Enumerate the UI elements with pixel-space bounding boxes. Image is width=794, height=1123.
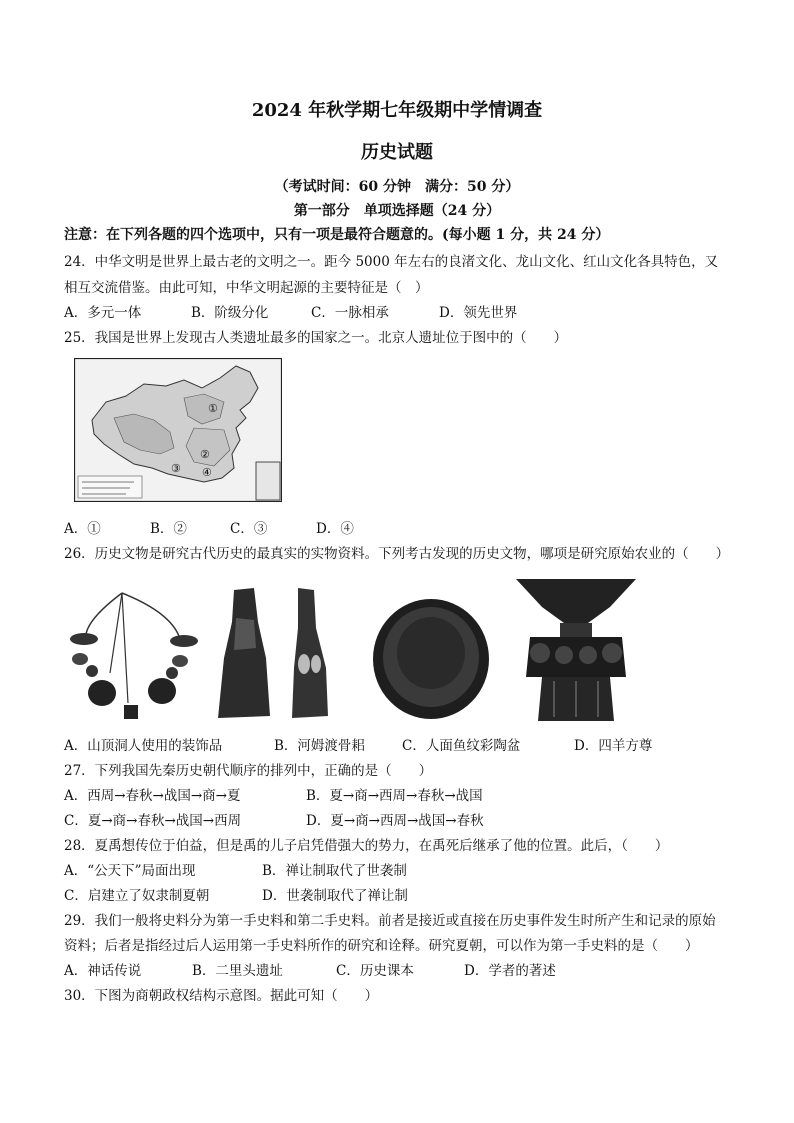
q24-option-a[interactable]: A．多元一体 — [64, 305, 142, 321]
q26-option-c[interactable]: C．人面鱼纹彩陶盆 — [402, 738, 521, 754]
notice: 注意：在下列各题的四个选项中，只有一项是最符合题意的。(每小题 1 分，共 24 分） — [64, 227, 610, 243]
q24-stem-line-2: 相互交流借鉴。由此可知，中华文明起源的主要特征是（ ） — [64, 280, 429, 296]
q27-option-a[interactable]: A．西周→春秋→战国→商→夏 — [64, 788, 241, 804]
q26-option-a[interactable]: A．山顶洞人使用的装饰品 — [64, 738, 223, 754]
bone-spade-image — [214, 588, 332, 722]
q29-stem-line-1: 29．我们一般将史料分为第一手史料和第二手史料。前者是接近或直接在历史事件发生时所产生和记录的原始 — [64, 913, 716, 929]
q27-options-row-1 — [64, 784, 483, 804]
map-marker-3: ③ — [171, 462, 181, 475]
q24-stem-line-1: 24．中华文明是世界上最古老的文明之一。距今 5000 年左右的良渚文化、龙山文化、红山文化各具特色，又 — [64, 254, 719, 270]
q26-options — [64, 734, 652, 754]
q28-option-a[interactable]: A．“公天下”局面出现 — [64, 863, 196, 879]
q27-options-row-2 — [64, 809, 484, 829]
exam-title: 2024 年秋学期七年级期中学情调查 — [251, 100, 543, 121]
map-marker-2: ② — [200, 448, 210, 461]
q28-option-b[interactable]: B．禅让制取代了世袭制 — [262, 863, 407, 879]
q28-stem: 28．夏禹想传位于伯益，但是禹的儿子启凭借强大的势力，在禹死后继承了他的位置。此后，（ ） — [64, 838, 669, 854]
necklace-image — [62, 583, 212, 723]
q24-option-c[interactable]: C．一脉相承 — [311, 305, 389, 321]
q24-option-b[interactable]: B．阶级分化 — [191, 305, 269, 321]
q28-options-row-1 — [64, 859, 407, 879]
q26-stem: 26．历史文物是研究古代历史的最真实的实物资料。下列考古发现的历史文物，哪项是研究原始农业的（ ） — [64, 546, 730, 562]
q27-option-b[interactable]: B．夏→商→西周→春秋→战国 — [306, 788, 483, 804]
q29-stem-line-2: 资料；后者是指经过后人运用第一手史料所作的研究和诠释。研究夏朝，可以作为第一手史料的是（ ） — [64, 938, 699, 954]
q27-option-c[interactable]: C．夏→商→春秋→战国→西周 — [64, 813, 242, 829]
q29-option-a[interactable]: A．神话传说 — [64, 963, 142, 979]
painted-pottery-basin-image — [370, 597, 492, 721]
subject-title: 历史试题 — [361, 142, 433, 163]
q26-option-b[interactable]: B．河姆渡骨耜 — [274, 738, 365, 754]
china-map-image — [74, 358, 282, 502]
q25-options — [64, 517, 354, 537]
q28-option-d[interactable]: D．世袭制取代了禅让制 — [262, 888, 408, 904]
q24-option-d[interactable]: D．领先世界 — [439, 305, 518, 321]
q25-option-a[interactable]: A．① — [64, 521, 101, 537]
q25-option-d[interactable]: D．④ — [316, 521, 354, 537]
q29-options — [64, 959, 556, 979]
four-goat-square-zun-image — [514, 577, 638, 723]
q30-stem: 30．下图为商朝政权结构示意图。据此可知（ ） — [64, 988, 379, 1004]
map-drawing — [74, 358, 282, 502]
q27-option-d[interactable]: D．夏→商→西周→战国→春秋 — [306, 813, 484, 829]
q27-stem: 27．下列我国先秦历史朝代顺序的排列中，正确的是（ ） — [64, 763, 433, 779]
part-title: 第一部分 单项选择题（24 分） — [293, 203, 501, 219]
q28-options-row-2 — [64, 884, 408, 904]
q29-option-d[interactable]: D．学者的著述 — [464, 963, 556, 979]
q24-options — [64, 301, 517, 321]
q25-option-b[interactable]: B．② — [150, 521, 187, 537]
map-marker-1: ① — [208, 402, 218, 415]
q28-option-c[interactable]: C．启建立了奴隶制夏朝 — [64, 888, 210, 904]
q29-option-c[interactable]: C．历史课本 — [336, 963, 414, 979]
q25-stem: 25．我国是世界上发现古人类遗址最多的国家之一。北京人遗址位于图中的（ ） — [64, 330, 568, 346]
q29-option-b[interactable]: B．二里头遗址 — [192, 963, 283, 979]
q25-option-c[interactable]: C．③ — [230, 521, 268, 537]
map-marker-4: ④ — [202, 466, 212, 479]
q26-option-d[interactable]: D．四羊方尊 — [574, 738, 653, 754]
exam-info: （考试时间：60 分钟 满分：50 分） — [274, 179, 520, 195]
